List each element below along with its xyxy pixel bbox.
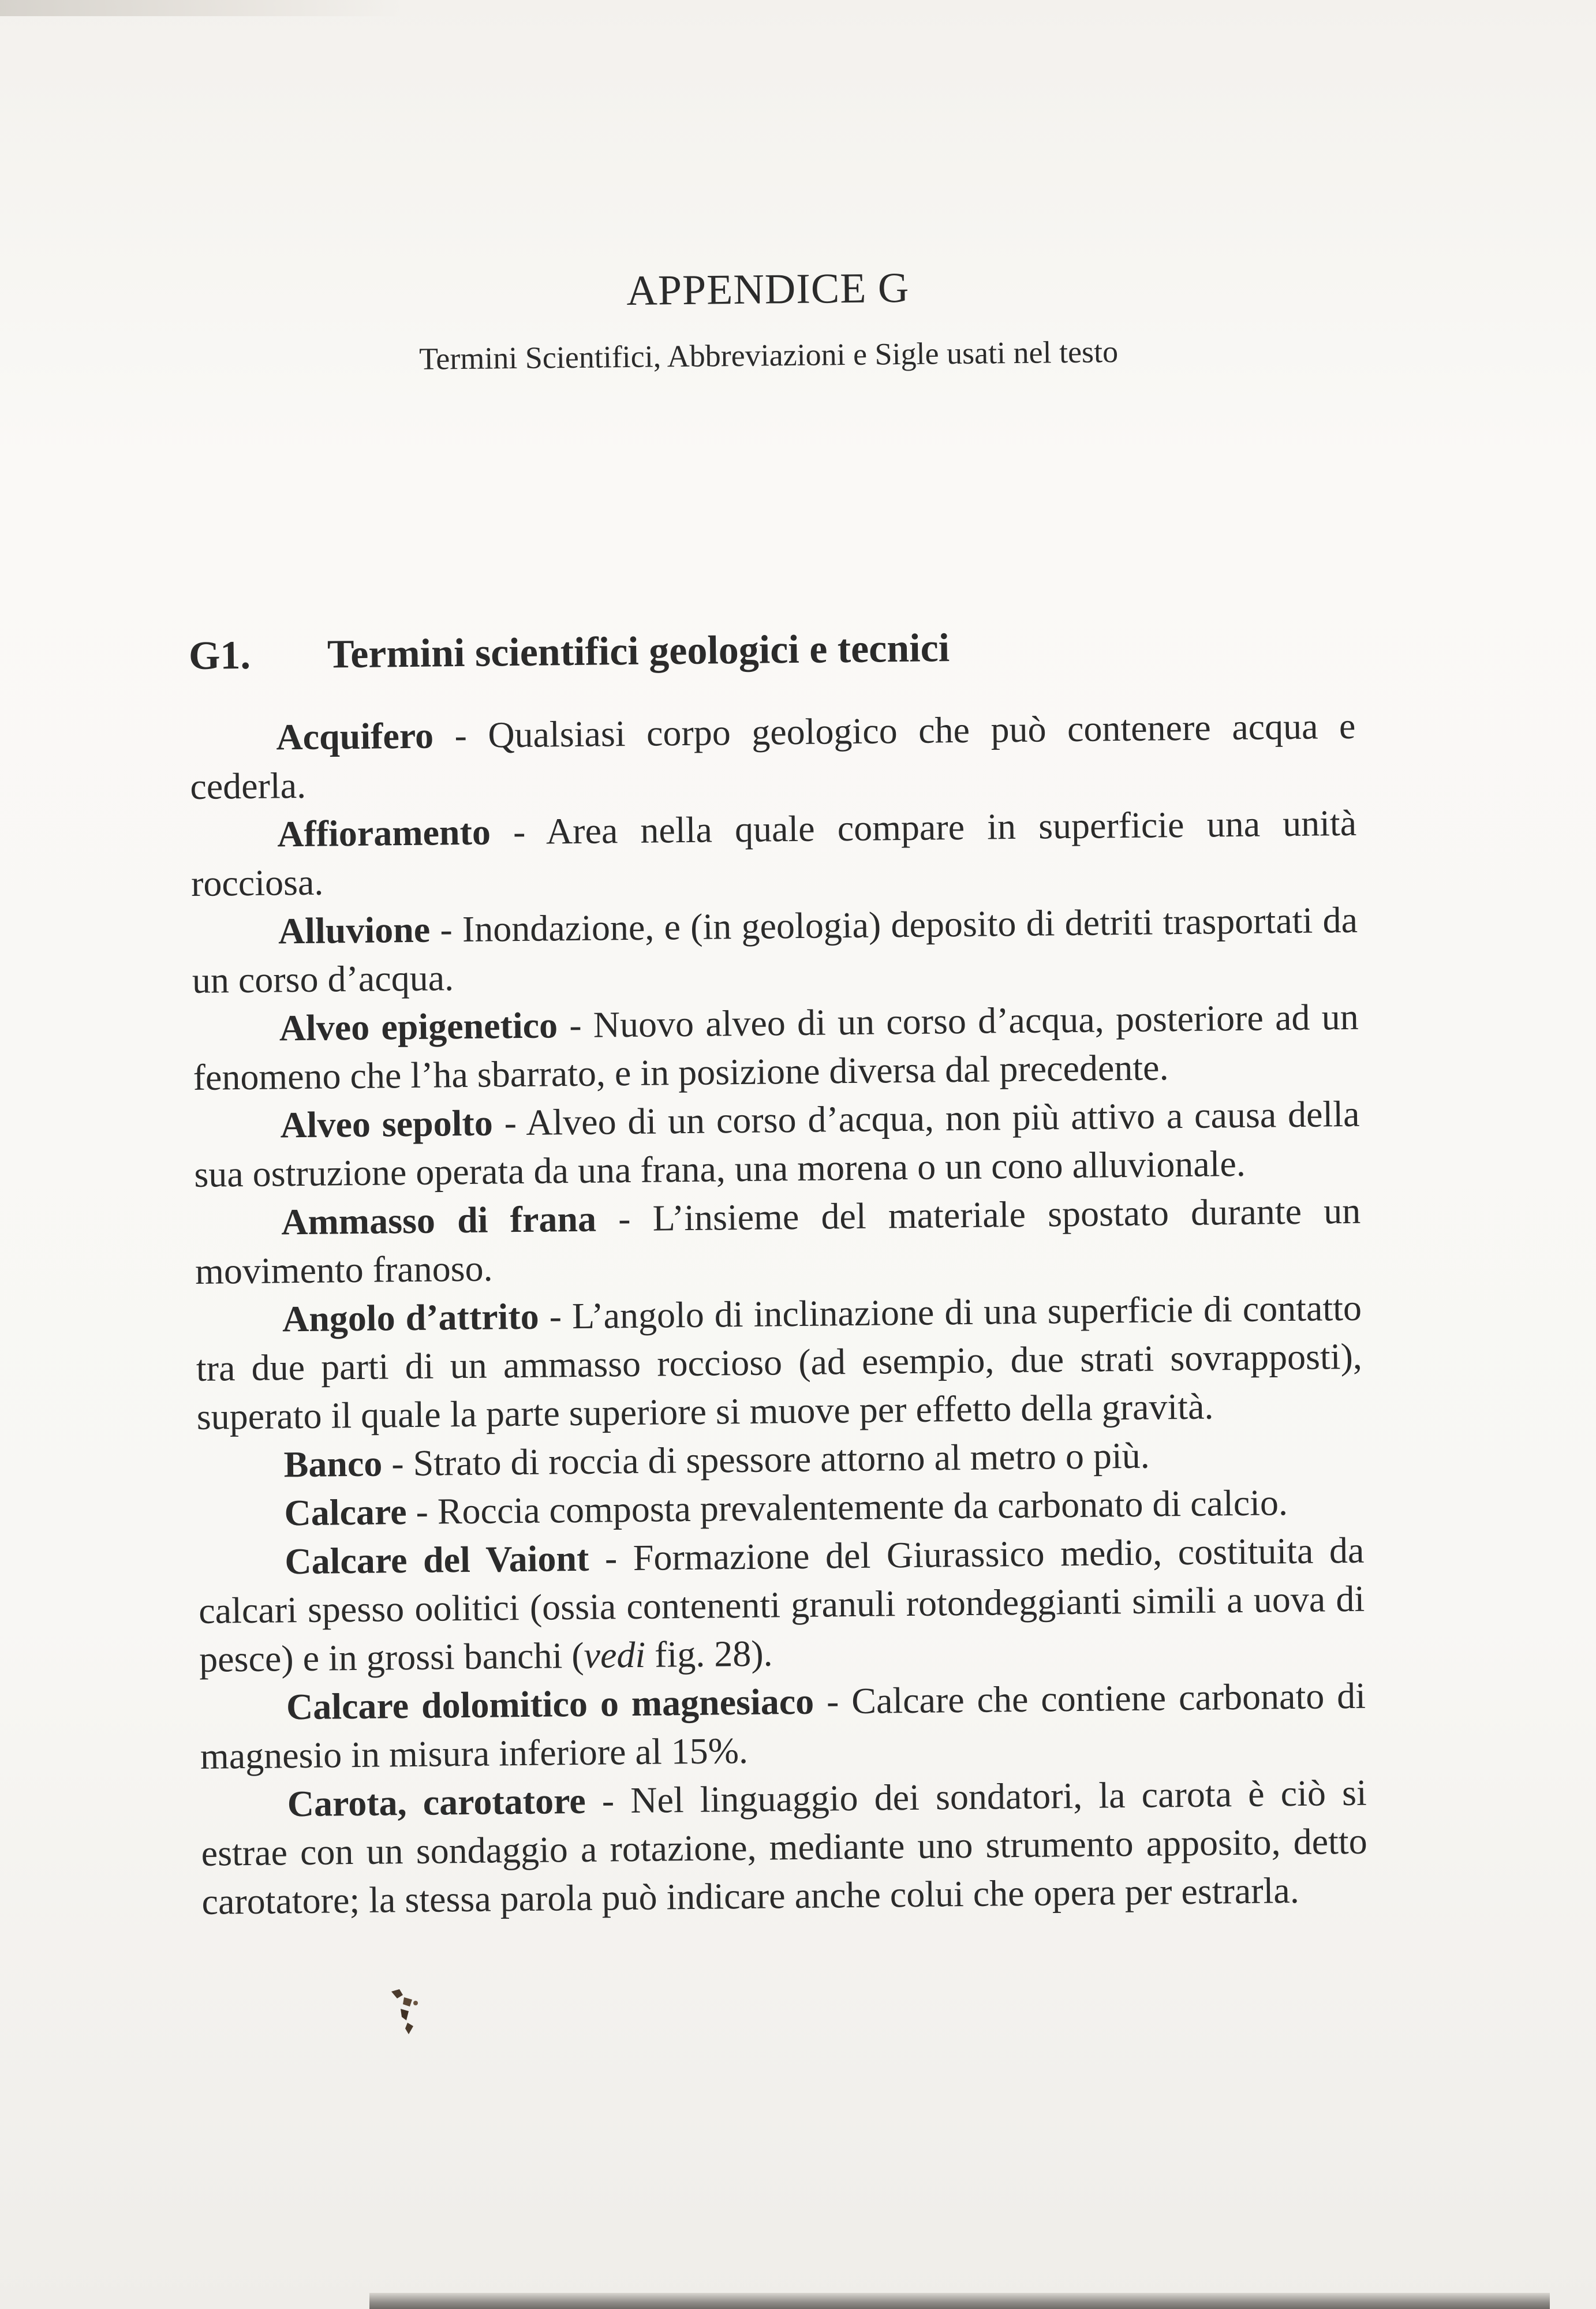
glossary-definition: - Strato di roccia di spessore attorno al metro o più. <box>382 1434 1150 1484</box>
glossary-term: Acquifero <box>276 715 434 758</box>
top-paper-scrap <box>0 0 404 16</box>
glossary-entry <box>198 1526 1366 1684</box>
section-heading <box>189 621 1355 679</box>
glossary-entry <box>189 702 1356 811</box>
page-title: APPENDICE G <box>626 264 910 315</box>
glossary-definition: - Calcare che contiene carbonato di magnesio in misura inferiore al 15%. <box>200 1675 1366 1777</box>
glossary-definition: - Nel linguaggio dei sondatori, la carota è ciò si estrae con un sondaggio a rotazione, mediante uno strumento apposito, detto carotatore; la stessa parola può indicare anche colui che opera per estrarla. <box>201 1772 1367 1922</box>
glossary-term: Calcare dolomitico o magnesiaco <box>286 1680 814 1728</box>
glossary-entry <box>190 799 1358 908</box>
page-subtitle: Termini Scientifici, Abbreviazioni e Sigle usati nel testo <box>418 334 1119 376</box>
glossary-definition: - Inondazione, e (in geologia) deposito di detriti trasportati da un corso d’acqua. <box>192 899 1358 1001</box>
glossary-entry <box>196 1284 1363 1441</box>
glossary-term: Calcare <box>284 1491 407 1534</box>
glossary-term: Calcare del Vaiont <box>285 1537 589 1582</box>
glossary-term: Alveo epigenetico <box>279 1004 558 1049</box>
glossary-entry <box>195 1187 1362 1296</box>
section-title: Termini scientifici geologici e tecnici <box>327 626 950 677</box>
glossary-term: Carota, carotatore <box>287 1780 586 1825</box>
glossary-entry <box>192 896 1359 1005</box>
glossary-term: Ammasso di frana <box>281 1198 597 1243</box>
glossary-entry <box>200 1769 1368 1926</box>
document-content <box>185 259 1368 1926</box>
glossary-definition: - Formazione del Giurassico medio, costituita da calcari spesso oolitici (ossia contenenti granuli rotondeggianti simili a uova di pesce) e in grossi banchi ( <box>198 1529 1365 1680</box>
glossary-definition: - L’angolo di inclinazione di una superficie di contatto tra due parti di un ammasso roccioso (ad esempio, due strati sovrapposti), superato il quale la parte superiore si muove per effetto della gravità. <box>196 1287 1363 1437</box>
glossary-entry <box>192 993 1359 1102</box>
glossary-definition: - Roccia composta prevalentemente da carbonato di calcio. <box>406 1482 1288 1533</box>
glossary-italic: vedi <box>584 1634 646 1676</box>
glossary-definition-end: fig. 28). <box>645 1632 773 1675</box>
glossary-term: Affioramento <box>276 811 491 855</box>
page-bottom-edge <box>369 2293 1550 2309</box>
glossary-term: Alveo sepolto <box>280 1102 494 1146</box>
glossary-list <box>189 702 1368 1926</box>
glossary-definition: - Alveo di un corso d’acqua, non più attivo a causa della sua ostruzione operata da una frana, una morena o un cono alluvionale. <box>194 1093 1360 1195</box>
glossary-entry <box>200 1672 1367 1781</box>
section-number: G1. <box>188 633 251 678</box>
glossary-definition: - Qualsiasi corpo geologico che può contenere acqua e cederla. <box>189 705 1356 807</box>
ink-smudge-icon <box>387 1986 427 2038</box>
glossary-definition: - L’insieme del materiale spostato durante un movimento franoso. <box>195 1190 1361 1292</box>
glossary-term: Angolo d’attrito <box>282 1295 540 1340</box>
glossary-entry <box>193 1090 1360 1199</box>
glossary-definition: - Area nella quale compare in superficie una unità rocciosa. <box>190 802 1357 904</box>
glossary-term: Alluvione <box>278 909 431 952</box>
glossary-definition: - Nuovo alveo di un corso d’acqua, posteriore ad un fenomeno che l’ha sbarrato, e in posizione diversa dal precedente. <box>193 996 1359 1098</box>
glossary-term: Banco <box>283 1443 383 1485</box>
